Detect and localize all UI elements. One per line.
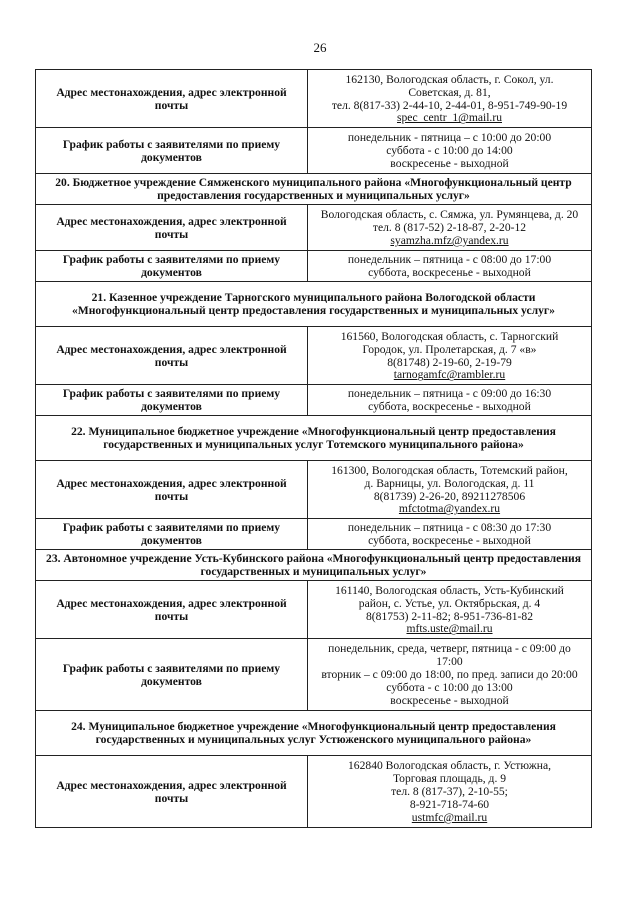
email-link[interactable]: mfts.uste@mail.ru	[406, 622, 493, 636]
email-link[interactable]: spec_centr_1@mail.ru	[396, 111, 502, 125]
table-row	[36, 756, 592, 828]
value-line: 161560, Вологодская область, с. Тарногский	[340, 329, 559, 343]
table-row	[36, 385, 592, 416]
value-line: 8(81739) 2-26-20, 89211278506	[373, 489, 526, 503]
row-label: Адрес местонахождения, адрес электронной почты	[36, 327, 308, 385]
row-value	[308, 251, 592, 282]
mfc-directory-table	[35, 69, 592, 828]
section-heading: 20. Бюджетное учреждение Сямженского муниципального района «Многофункциональный центр предоставления государственных и муниципальных услуг»	[36, 174, 592, 205]
value-line: тел. 8(817-33) 2-44-10, 2-44-01, 8-951-749-90-19	[331, 98, 568, 112]
value-line: понедельник – пятница - с 09:00 до 16:30	[347, 387, 552, 401]
row-label: Адрес местонахождения, адрес электронной почты	[36, 756, 308, 828]
section-heading-row	[36, 282, 592, 327]
row-value	[308, 70, 592, 128]
section-heading-row	[36, 416, 592, 461]
value-line: понедельник – пятница - с 08:00 до 17:00	[347, 253, 552, 267]
value-line: 17:00	[436, 655, 463, 669]
row-label: График работы с заявителями по приему документов	[36, 251, 308, 282]
row-value	[308, 327, 592, 385]
value-line: 8-921-718-74-60	[409, 797, 490, 811]
table-row	[36, 639, 592, 711]
row-value	[308, 639, 592, 711]
value-line: 8(81753) 2-11-82; 8-951-736-81-82	[365, 609, 533, 623]
value-line: Торговая площадь, д. 9	[392, 772, 507, 786]
row-label: График работы с заявителями по приему документов	[36, 639, 308, 711]
section-heading: 21. Казенное учреждение Тарногского муниципального района Вологодской области «Многофункциональный центр предоставления государственных и муниципальных услуг»	[36, 282, 592, 327]
row-value	[308, 756, 592, 828]
row-label: Адрес местонахождения, адрес электронной почты	[36, 70, 308, 128]
table-row	[36, 461, 592, 519]
value-line: тел. 8 (817-37), 2-10-55;	[391, 785, 508, 798]
row-label: График работы с заявителями по приему документов	[36, 385, 308, 416]
email-link[interactable]: ustmfc@mail.ru	[411, 810, 488, 824]
value-line: 8(81748) 2-19-60, 2-19-79	[387, 355, 512, 369]
value-line: 162840 Вологодская область, г. Устюжна,	[348, 759, 551, 773]
value-line: Советская, д. 81,	[408, 85, 491, 99]
table-row	[36, 327, 592, 385]
section-heading-row	[36, 711, 592, 756]
row-label: Адрес местонахождения, адрес электронной почты	[36, 205, 308, 251]
value-line: суббота, воскресенье - выходной	[368, 400, 531, 413]
row-label: Адрес местонахождения, адрес электронной почты	[36, 461, 308, 519]
email-link[interactable]: tarnogamfc@rambler.ru	[393, 368, 506, 382]
value-line: понедельник - пятница – с 10:00 до 20:00	[347, 131, 552, 145]
section-heading: 22. Муниципальное бюджетное учреждение «Многофункциональный центр предоставления государственных и муниципальных услуг Тотемского муниципального района»	[36, 416, 592, 461]
email-link[interactable]: mfctotma@yandex.ru	[398, 502, 501, 516]
row-value	[308, 385, 592, 416]
section-heading: 24. Муниципальное бюджетное учреждение «Многофункциональный центр предоставления государственных и муниципальных услуг Устюженского муниципального района»	[36, 711, 592, 756]
value-line: Вологодская область, с. Сямжа, ул. Румянцева, д. 20	[320, 208, 579, 222]
table-row	[36, 205, 592, 251]
row-value	[308, 461, 592, 519]
row-value	[308, 581, 592, 639]
section-heading: 23. Автономное учреждение Усть-Кубинского района «Многофункциональный центр предоставления государственных и муниципальных услуг»	[36, 550, 592, 581]
value-line: суббота - с 10:00 до 14:00	[386, 144, 513, 157]
value-line: 161140, Вологодская область, Усть-Кубинский	[335, 583, 564, 597]
value-line: воскресенье - выходной	[390, 693, 509, 707]
email-link[interactable]: syamzha.mfz@yandex.ru	[390, 233, 509, 247]
section-heading-row	[36, 550, 592, 581]
value-line: воскресенье - выходной	[390, 156, 509, 170]
row-label: График работы с заявителями по приему документов	[36, 128, 308, 174]
value-line: суббота, воскресенье - выходной	[368, 266, 531, 279]
value-line: суббота - с 10:00 до 13:00	[386, 680, 513, 694]
value-line: вторник – с 09:00 до 18:00, по пред. записи до 20:00	[321, 668, 578, 681]
row-value	[308, 519, 592, 550]
value-line: 162130, Вологодская область, г. Сокол, ул.	[345, 72, 554, 86]
table-row	[36, 128, 592, 174]
table-row	[36, 581, 592, 639]
row-value	[308, 128, 592, 174]
value-line: 161300, Вологодская область, Тотемский район,	[331, 463, 568, 477]
table-row	[36, 251, 592, 282]
row-label: Адрес местонахождения, адрес электронной почты	[36, 581, 308, 639]
section-heading-row	[36, 174, 592, 205]
page-number: 26	[313, 40, 327, 55]
value-line: суббота, воскресенье - выходной	[368, 534, 531, 547]
value-line: понедельник, среда, четверг, пятница - с 09:00 до	[328, 642, 571, 656]
value-line: тел. 8 (817-52) 2-18-87, 2-20-12	[372, 221, 527, 234]
value-line: район, с. Устье, ул. Октябрьская, д. 4	[358, 596, 541, 610]
row-label: График работы с заявителями по приему документов	[36, 519, 308, 550]
row-value	[308, 205, 592, 251]
value-line: понедельник – пятница - с 08:30 до 17:30	[347, 521, 552, 535]
table-row	[36, 70, 592, 128]
table-row	[36, 519, 592, 550]
value-line: д. Варницы, ул. Вологодская, д. 11	[364, 476, 535, 490]
value-line: Городок, ул. Пролетарская, д. 7 «в»	[362, 342, 537, 356]
